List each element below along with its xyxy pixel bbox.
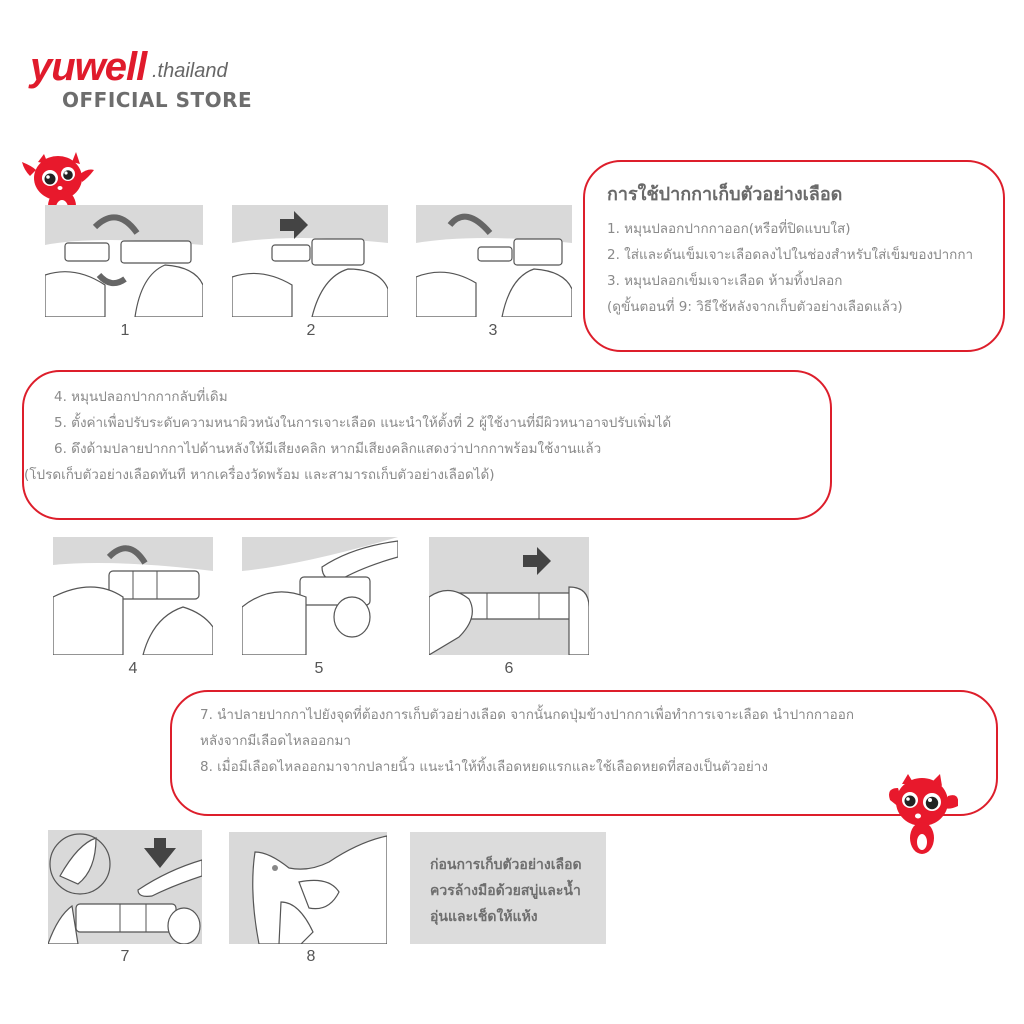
hand-washing-note: [410, 832, 606, 944]
step-3-illustration: [416, 205, 572, 317]
note-line: อุ่นและเช็ดให้แห้ง: [430, 909, 538, 925]
instruction-line: (ดูขั้นตอนที่ 9: วิธีใช้หลังจากเก็บตัวอย่างเลือดแล้ว): [607, 299, 903, 315]
step-2-number: 2: [306, 322, 316, 339]
mascot-bottom-right: [888, 770, 958, 860]
instruction-line: หลังจากมีเลือดไหลออกมา: [200, 733, 351, 749]
step-6-number: 6: [504, 660, 514, 677]
store-label: OFFICIAL STORE: [62, 88, 253, 112]
step-2-illustration: [232, 205, 388, 317]
note-line: ก่อนการเก็บตัวอย่างเลือด: [430, 857, 582, 873]
instruction-line: (โปรดเก็บตัวอย่างเลือดทันที หากเครื่องวัดพร้อม และสามารถเก็บตัวอย่างเลือดได้): [24, 467, 495, 483]
step-6-illustration: [429, 537, 589, 655]
brand-logo: yuwell: [30, 45, 147, 89]
step-5-number: 5: [314, 660, 324, 677]
step-1-illustration: [45, 205, 203, 317]
section-title: การใช้ปากกาเก็บตัวอย่างเลือด: [607, 184, 843, 205]
instruction-line: 5. ตั้งค่าเพื่อปรับระดับความหนาผิวหนังในการเจาะเลือด แนะนำให้ตั้งที่ 2 ผู้ใช้งานที่มีผิวหนาอาจปรับเพิ่มได้: [54, 415, 672, 431]
step-4-illustration: [53, 537, 213, 655]
instruction-line: 4. หมุนปลอกปากกากลับที่เดิม: [54, 389, 228, 405]
step-7-number: 7: [120, 948, 130, 965]
instruction-line: 7. นำปลายปากกาไปยังจุดที่ต้องการเก็บตัวอย่างเลือด จากนั้นกดปุ่มข้างปากกาเพื่อทำการเจาะเลือด นำปากกาออก: [200, 707, 855, 723]
step-4-number: 4: [128, 660, 138, 677]
instruction-line: 1. หมุนปลอกปากกาออก(หรือที่ปิดแบบใส): [607, 221, 851, 237]
step-8-illustration: [229, 832, 387, 944]
instruction-line: 8. เมื่อมีเลือดไหลออกมาจากปลายนิ้ว แนะนำให้ทิ้งเลือดหยดแรกและใช้เลือดหยดที่สองเป็นตัวอย่าง: [200, 759, 768, 775]
note-line: ควรล้างมือด้วยสบู่และน้ำ: [430, 883, 581, 899]
step-8-number: 8: [306, 948, 316, 965]
brand-logo-suffix: .thailand: [152, 60, 228, 82]
instructions-box-1: [583, 160, 1005, 352]
instructions-box-3: [170, 690, 998, 816]
step-5-illustration: [242, 537, 398, 655]
step-7-illustration: [48, 830, 202, 944]
instruction-line: 2. ใส่และดันเข็มเจาะเลือดลงไปในช่องสำหรับใส่เข็มของปากกา: [607, 247, 974, 263]
instructions-box-2: [22, 370, 832, 520]
instruction-line: 6. ดึงด้ามปลายปากกาไปด้านหลังให้มีเสียงคลิก หากมีเสียงคลิกแสดงว่าปากกาพร้อมใช้งานแล้ว: [54, 441, 602, 457]
step-1-number: 1: [120, 322, 130, 339]
step-3-number: 3: [488, 322, 498, 339]
instruction-line: 3. หมุนปลอกเข็มเจาะเลือด ห้ามทิ้งปลอก: [607, 273, 843, 289]
